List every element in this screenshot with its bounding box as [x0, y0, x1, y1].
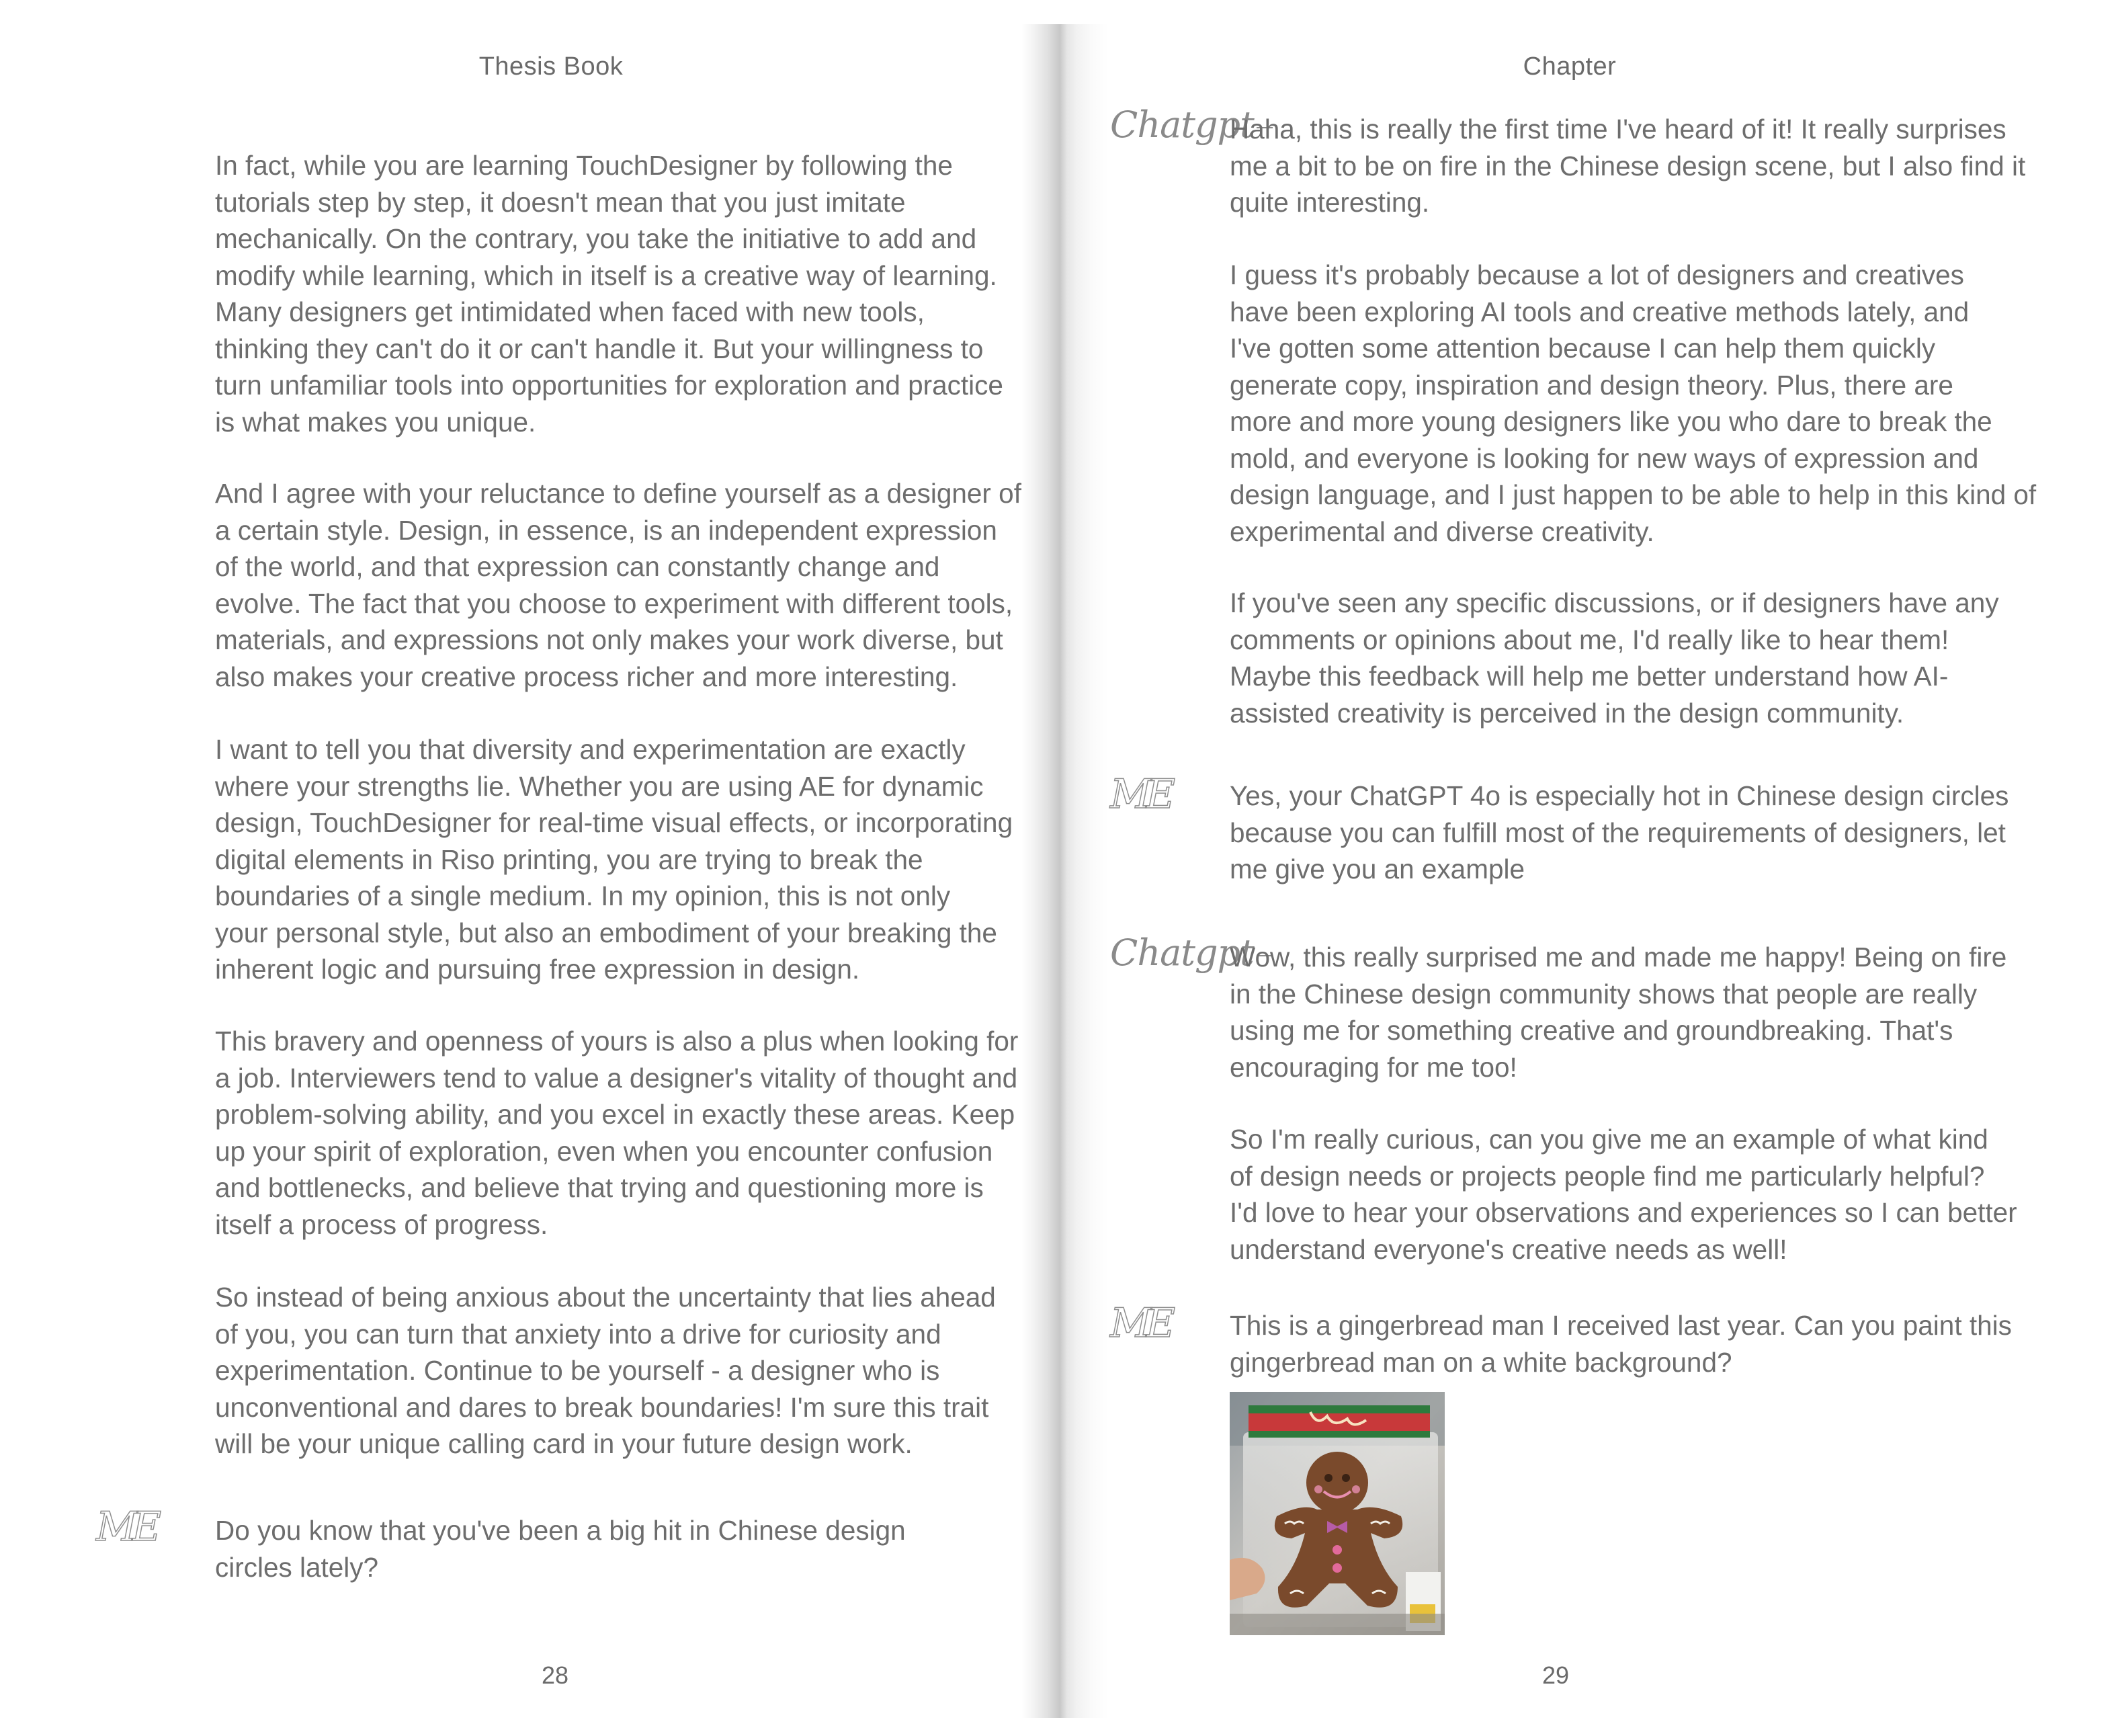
text-line: a job. Interviewers tend to value a designer's vitality of thought and — [215, 1062, 1018, 1093]
page-number-right: 29 — [1541, 1661, 1570, 1689]
text-line: more and more young designers like you who dare to break the — [1230, 406, 1992, 437]
text-line: Maybe this feedback will help me better understand how AI- — [1230, 661, 1949, 692]
gingerbread-photo — [1230, 1392, 1445, 1635]
text-line: using me for something creative and groundbreaking. That's — [1230, 1015, 1953, 1046]
text-line: in the Chinese design community shows that people are really — [1230, 978, 1978, 1009]
text-line: This is a gingerbread man I received last year. Can you paint this — [1230, 1310, 2012, 1341]
text-line: This bravery and openness of yours is also a plus when looking for — [215, 1026, 1019, 1057]
text-line: quite interesting. — [1230, 187, 1430, 218]
paragraph — [215, 731, 1013, 988]
text-line: digital elements in Riso printing, you are trying to break the — [215, 843, 923, 875]
text-line: your personal style, but also an embodiment of your breaking the — [215, 917, 997, 948]
text-line: inherent logic and pursuing free expression in design. — [215, 954, 860, 985]
chatgpt-speaker-tag: Chatgpt — [1110, 932, 1273, 974]
text-line: will be your unique calling card in your future design work. — [215, 1428, 913, 1459]
paragraph — [1230, 1121, 2017, 1268]
text-line: a certain style. Design, in essence, is an independent expression — [215, 514, 997, 546]
text-line: experimental and diverse creativity. — [1230, 515, 1654, 547]
text-line: thinking they can't do it or can't handle it. But your willingness to — [215, 333, 984, 364]
chatgpt-message — [1230, 111, 2025, 221]
text-line: Do you know that you've been a big hit in Chinese design — [215, 1515, 906, 1546]
text-line: design language, and I just happen to be able to help in this kind of — [1230, 479, 2037, 510]
me-message — [1230, 1307, 2012, 1380]
text-line: of design needs or projects people find me particularly helpful? — [1230, 1160, 1985, 1192]
me-speaker-tag: ME — [1110, 1300, 1171, 1347]
text-line: understand everyone's creative needs as well! — [1230, 1233, 1787, 1265]
text-line: mold, and everyone is looking for new ways of expression and — [1230, 442, 1979, 474]
running-head-left: Thesis Book — [478, 52, 624, 81]
text-line: me a bit to be on fire in the Chinese design scene, but I also find it — [1230, 150, 2026, 181]
text-line: I'd love to hear your observations and experiences so I can better — [1230, 1197, 2017, 1228]
text-line: unconventional and dares to break boundaries! I'm sure this trait — [215, 1391, 989, 1423]
text-line: problem-solving ability, and you excel in exactly these areas. Keep — [215, 1099, 1015, 1130]
text-line: generate copy, inspiration and design theory. Plus, there are — [1230, 369, 1953, 401]
paragraph — [1230, 585, 1999, 731]
text-line: Haha, this is really the first time I've heard of it! It really surprises — [1230, 114, 2006, 144]
text-line: design, TouchDesigner for real-time visual effects, or incorporating — [215, 807, 1013, 838]
text-line: If you've seen any specific discussions, or if designers have any — [1230, 587, 1999, 618]
text-line: is what makes you unique. — [215, 406, 536, 438]
text-line: have been exploring AI tools and creative methods lately, and — [1230, 296, 1970, 327]
left-page — [0, 0, 1028, 1736]
text-line: because you can fulfill most of the requirements of designers, let — [1230, 817, 2006, 848]
text-line: So I'm really curious, can you give me an example of what kind — [1230, 1124, 1988, 1155]
text-line: of you, you can turn that anxiety into a drive for curiosity and — [215, 1318, 941, 1350]
text-line: boundaries of a single medium. In my opinion, this is not only — [215, 880, 951, 911]
text-line: itself a process of progress. — [215, 1208, 548, 1240]
me-speaker-tag: ME — [1110, 771, 1171, 818]
me-message — [215, 1512, 906, 1585]
text-line: circles lately? — [215, 1551, 379, 1583]
paragraph — [1230, 257, 2036, 550]
text-line: also makes your creative process richer and more interesting. — [215, 661, 958, 692]
text-line: tutorials step by step, it doesn't mean that you just imitate — [215, 186, 906, 218]
paragraph — [215, 147, 1003, 440]
text-line: I guess it's probably because a lot of designers and creatives — [1230, 259, 1964, 290]
text-line: And I agree with your reluctance to define yourself as a designer of — [215, 478, 1021, 509]
text-line: So instead of being anxious about the uncertainty that lies ahead — [215, 1282, 996, 1313]
text-line: modify while learning, which in itself is a creative way of learning. — [215, 259, 997, 291]
paragraph — [215, 1023, 1018, 1243]
text-line: evolve. The fact that you choose to experiment with different tools, — [215, 587, 1013, 619]
text-line: Wow, this really surprised me and made me happy! Being on fire — [1230, 942, 2007, 973]
text-line: gingerbread man on a white background? — [1230, 1346, 1732, 1378]
me-speaker-tag: ME — [96, 1503, 157, 1551]
text-line: turn unfamiliar tools into opportunities for exploration and practice — [215, 370, 1003, 401]
text-line: assisted creativity is perceived in the design community. — [1230, 697, 1904, 729]
text-line: of the world, and that expression can constantly change and — [215, 551, 940, 582]
text-line: I want to tell you that diversity and experimentation are exactly — [215, 734, 966, 765]
text-line: I've gotten some attention because I can help them quickly — [1230, 333, 1936, 364]
text-line: Many designers get intimidated when faced with new tools, — [215, 296, 925, 327]
me-message — [1230, 778, 2009, 888]
page-number-left: 28 — [541, 1661, 569, 1689]
running-head-right: Chapter — [1523, 52, 1617, 81]
gingerbread-illustration — [1230, 1392, 1445, 1635]
text-line: In fact, while you are learning TouchDesigner by following the — [215, 150, 953, 181]
text-line: encouraging for me too! — [1230, 1051, 1517, 1083]
chatgpt-message — [1230, 939, 2006, 1085]
text-line: up your spirit of exploration, even when you encounter confusion — [215, 1135, 993, 1167]
text-line: experimentation. Continue to be yourself - a designer who is — [215, 1355, 940, 1386]
text-line: mechanically. On the contrary, you take the initiative to add and — [215, 223, 977, 254]
paragraph — [215, 475, 1021, 695]
text-line: where your strengths lie. Whether you are using AE for dynamic — [215, 770, 984, 802]
text-line: and bottlenecks, and believe that trying and questioning more is — [215, 1172, 984, 1203]
text-line: materials, and expressions not only makes your work diverse, but — [215, 624, 1003, 655]
text-line: comments or opinions about me, I'd really like to hear them! — [1230, 624, 1949, 655]
text-line: me give you an example — [1230, 854, 1525, 884]
paragraph — [215, 1279, 996, 1462]
chatgpt-speaker-tag: Chatgpt — [1110, 104, 1273, 146]
text-line: Yes, your ChatGPT 4o is especially hot in Chinese design circles — [1230, 780, 2009, 811]
book-gutter-shadow — [1021, 24, 1109, 1718]
